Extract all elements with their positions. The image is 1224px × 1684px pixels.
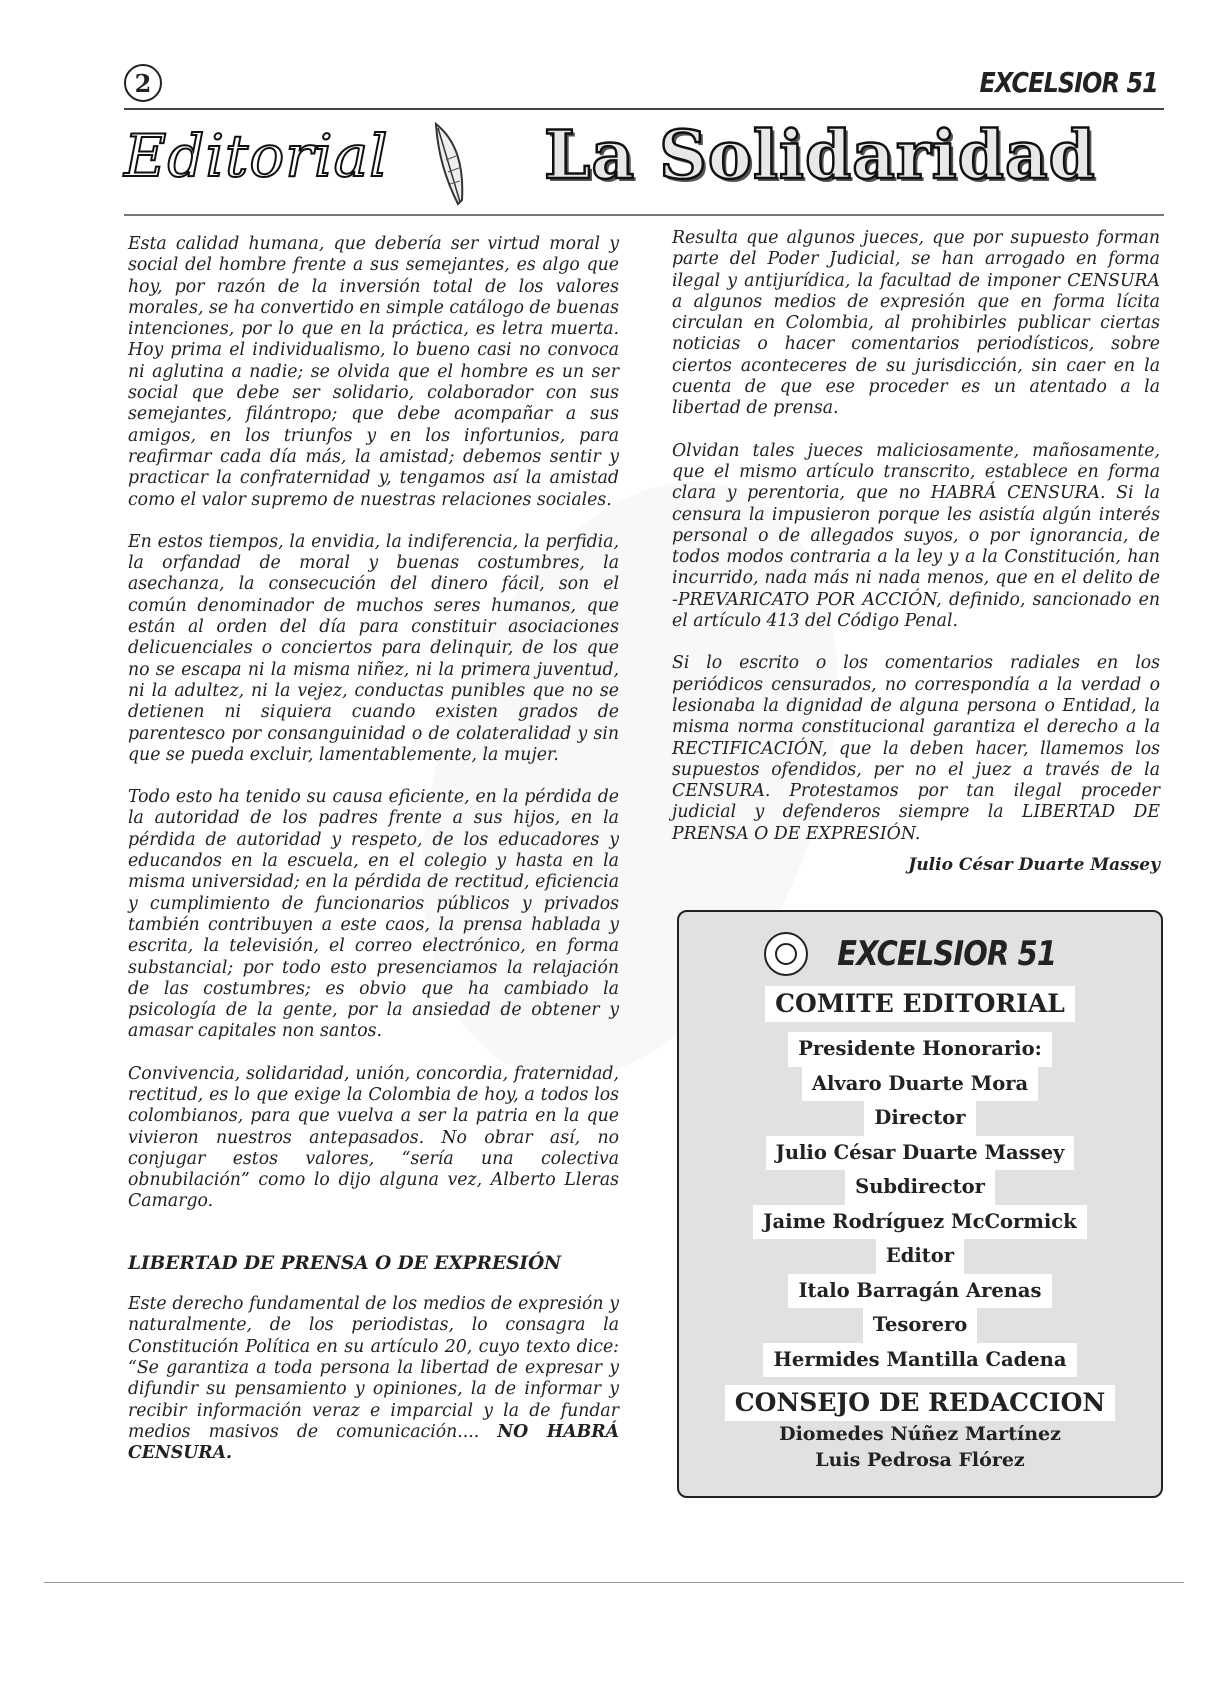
council-member: Diomedes Núñez Martínez: [779, 1423, 1061, 1445]
committee-line: Subdirector: [845, 1170, 995, 1205]
council-heading: CONSEJO DE REDACCION: [725, 1385, 1115, 1421]
committee-line: Hermides Mantilla Cadena: [763, 1343, 1076, 1378]
header-rule: [124, 108, 1164, 110]
paragraph: Este derecho fundamental de los medios de expresión y naturalmente, de los periodistas, lo consagra la Constitución Política en su artículo 20, cuyo texto dice: “Se garantiza a toda persona la libertad de expresar y difundir su pensamiento y opiniones, la de informar y recibir información veraz e imparcial y la de fundar medios masivos de comunicación.... NO HABRÁ CENSURA.: [128, 1294, 619, 1464]
emphasis-text: NO HABRÁ CENSURA.: [128, 1421, 619, 1464]
article-title: La Solidaridad: [544, 116, 1096, 194]
title-band: [124, 116, 1164, 210]
committee-line: Tesorero: [863, 1308, 978, 1343]
title-rule: [124, 214, 1164, 216]
author-signature: Julio César Duarte Massey: [908, 855, 1160, 876]
paragraph: Si lo escrito o los comentarios radiales en los periódicos censurados, no correspondía a la verdad o lesionaba la dignidad de alguna persona o Entidad, la misma norma constitucional garantiza el derecho a la RECTIFICACIÓN, que la deben hacer, llamemos los supuestos ofendidos, per no el juez a través de la CENSURA. Protestamos por tan ilegal proceder judicial y defenderos siempre la LIBERTAD DE PRENSA O DE EXPRESIÓN.: [672, 653, 1160, 844]
committee-line: Italo Barragán Arenas: [788, 1274, 1051, 1309]
committee-line: Presidente Honorario:: [788, 1032, 1052, 1067]
committee-line: Director: [864, 1101, 975, 1136]
committee-heading: COMITE EDITORIAL: [765, 986, 1075, 1022]
committee-line: Jaime Rodríguez McCormick: [753, 1205, 1086, 1240]
quill-icon: [416, 120, 486, 210]
committee-line: Alvaro Duarte Mora: [802, 1067, 1038, 1102]
school-seal-icon: [764, 932, 808, 976]
paragraph: Convivencia, solidaridad, unión, concordia, fraternidad, rectitud, es lo que exige la Colombia de hoy, a todos los colombianos, para que vuelva a ser la patria en la que vivieron nuestros antepasados. No obrar así, no conjugar estos valores, “sería una colectiva obnubilación” como lo dijo alguna vez, Alberto Lleras Camargo.: [128, 1063, 619, 1212]
committee-line: Editor: [876, 1239, 964, 1274]
left-column: [128, 234, 619, 1485]
magazine-brand: EXCELSIOR 51: [979, 66, 1158, 99]
council-member: Luis Pedrosa Flórez: [815, 1449, 1025, 1471]
paragraph: En estos tiempos, la envidia, la indiferencia, la perfidia, la orfandad de moral y buenas costumbres, la asechanza, la consecución del dinero fácil, son el común denominador de muchos seres humanos, que están al orden del día para constituir asociaciones delicuenciales o conciertos para delinquir, de los que no se escapa ni la misma niñez, ni la primera juventud, ni la adultez, ni la vejez, conductas punibles que no se detienen ni siquiera cuando existen grados de parentesco por consanguinidad o de colateralidad y sin que se pueda excluir, lamentablemente, la mujer.: [128, 531, 619, 765]
editorial-committee-box: [677, 910, 1163, 1498]
paragraph: Todo esto ha tenido su causa eficiente, en la pérdida de la autoridad de los padres frente a sus hijos, en la pérdida de autoridad y respeto, de los educadores y educandos en la escuela, en el colegio y hasta en la misma universidad; en la pérdida de rectitud, eficiencia y cumplimiento de funcionarios públicos y privados también contribuyen a este caos, la prensa hablada y escrita, la televisión, el correo electrónico, en forma substancial; por todo esto presenciamos la relajación de las costumbres; es obvio que ha cambiado la psicología de la gente, por la ansiedad de obtener y amasar capitales non santos.: [128, 787, 619, 1042]
committee-brand: [679, 932, 1161, 976]
paragraph: Resulta que algunos jueces, que por supuesto forman parte del Poder Judicial, se han arrogado en forma ilegal y antijurídica, la facultad de imponer CENSURA a algunos medios de expresión que en forma lícita circulan en Colombia, al prohibirles publicar ciertas noticias o hacer comentarios periodísticos, sobre ciertos aconteceres de su jurisdicción, sin caer en la cuenta de que ese proceder es un atentado a la libertad de prensa.: [672, 228, 1160, 419]
committee-brand-text: EXCELSIOR 51: [837, 934, 1057, 974]
paragraph: Olvidan tales jueces maliciosamente, mañosamente, que el mismo artículo transcrito, establece en forma clara y perentoria, que no HABRÁ CENSURA. Si la censura la impusieron porque les asistía algún interés personal o de allegados suyos, o por ignorancia, de todos modos contraria a la ley y a la Constitución, han incurrido, nada más ni nada menos, que en el delito de -PREVARICATO POR ACCIÓN, definido, sancionado en el artículo 413 del Código Penal.: [672, 440, 1160, 632]
page-number: 2: [124, 64, 162, 102]
footer-rule: [44, 1582, 1184, 1583]
committee-line: Julio César Duarte Massey: [766, 1136, 1075, 1171]
section-subheading: LIBERTAD DE PRENSA O DE EXPRESIÓN: [128, 1252, 562, 1274]
editorial-label: Editorial: [124, 122, 389, 190]
right-column: [672, 228, 1160, 876]
paragraph: Esta calidad humana, que debería ser virtud moral y social del hombre frente a sus semejantes, es algo que hoy, por razón de la inversión total de los valores morales, se ha convertido en simple catálogo de buenas intenciones, por lo que en la práctica, es letra muerta. Hoy prima el individualismo, lo bueno casi no convoca ni aglutina a nadie; se olvida que el hombre es un ser social que debe ser solidario, colaborador con sus semejantes, filántropo; que debe acompañar a sus amigos, en los triunfos y en los infortunios, para reafirmar cada día más, la amistad; debemos sentir y practicar la confraternidad y, tengamos así la amistad como el valor supremo de nuestras relaciones sociales.: [128, 234, 619, 510]
